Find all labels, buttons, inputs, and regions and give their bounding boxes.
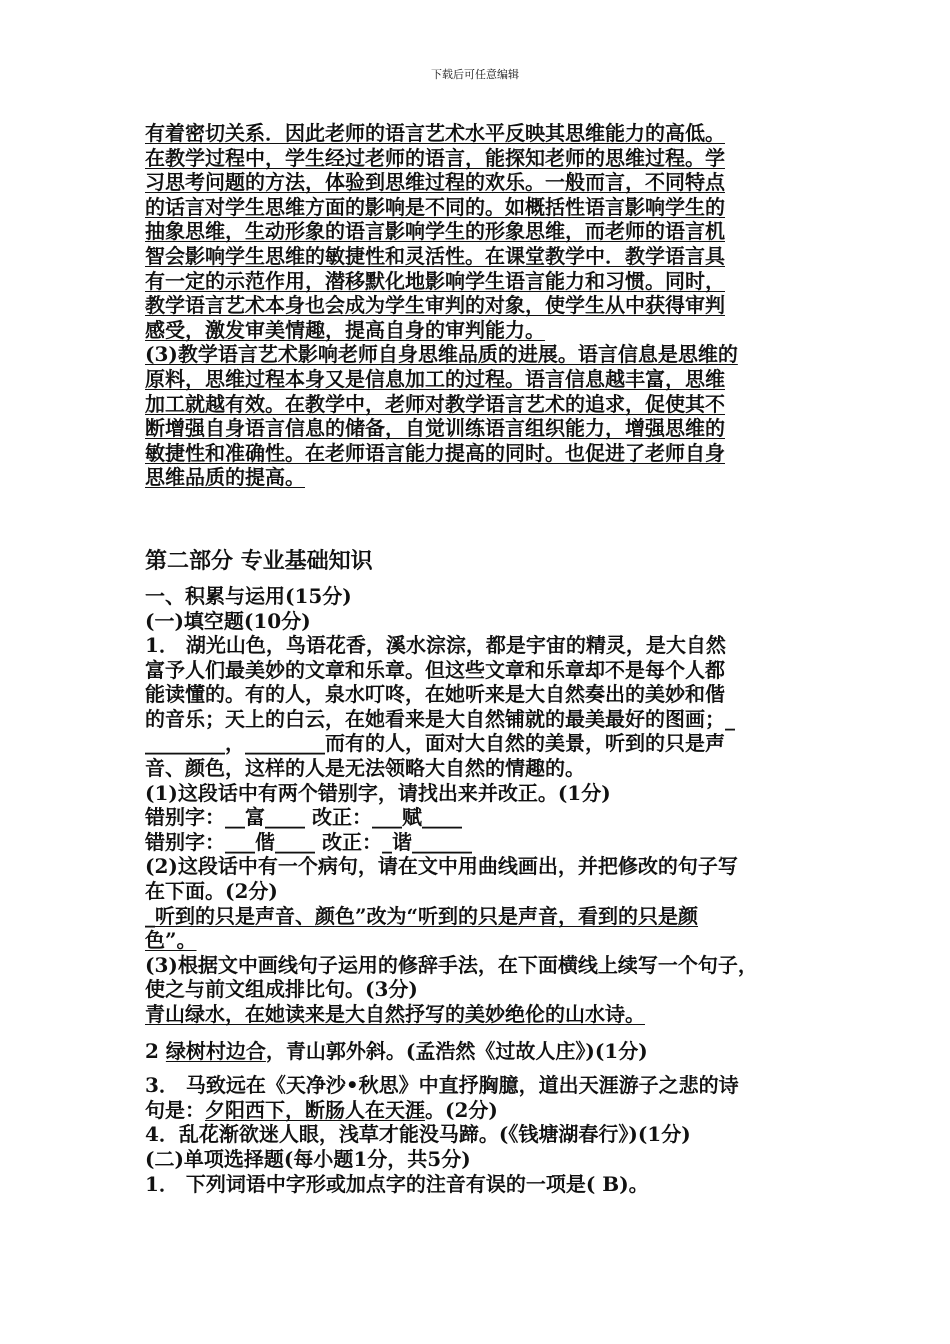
subquestion-prompt: 使之与前文组成排比句。(3分) (145, 977, 418, 1002)
answer-line: 色”。 (145, 928, 197, 953)
passage-line: 习思考问题的方法，体验到思维过程的欢乐。一般而言，不同特点 (145, 170, 725, 195)
passage-line: 在教学过程中，学生经过老师的语言，能探知老师的思维过程。学 (145, 145, 725, 170)
question-text: 句是： (145, 1097, 205, 1122)
answer-row: 错别字：___偕____ 改正：_谐______ (145, 829, 472, 854)
subquestion-prompt: (2)这段话中有一个病句，请在文中用曲线画出，并把修改的句子写 (145, 854, 738, 879)
answer-text: 绿树村边合 (165, 1038, 266, 1063)
part-heading: 第二部分 专业基础知识 (145, 547, 373, 574)
question-line: 能读懂的。有的人，泉水叮咚，在她听来是大自然奏出的美妙和偕 (145, 682, 725, 707)
answer-line: 青山绿水，在她读来是大自然抒写的美妙绝伦的山水诗。 (145, 1002, 645, 1026)
passage-line: 的话言对学生思维方面的影响是不同的。如概括性语言影响学生的 (145, 194, 725, 219)
passage (145, 121, 825, 490)
question-line: 3． 马致远在《天净沙•秋思》中直抒胸臆，道出天涯游子之悲的诗 (145, 1073, 739, 1098)
passage-line: 有着密切关系．因此老师的语言艺术水平反映其思维能力的高低。 (145, 121, 725, 145)
subquestion-prompt: (3)根据文中画线句子运用的修辞手法，在下面横线上续写一个句子， (145, 952, 758, 977)
question-2 (145, 1039, 825, 1064)
question-line: 富予人们最美妙的文章和乐章。但这些文章和乐章却不是每个人都 (145, 657, 725, 682)
passage-line: 原料，思维过程本身又是信息加工的过程。语言信息越丰富，思维 (145, 366, 725, 391)
question-1-part-1 (145, 781, 825, 855)
subquestion-prompt: (1)这段话中有两个错别字，请找出来并改正。(1分) (145, 780, 611, 805)
passage-line: 感受，激发审美情趣，提高自身的审判能力。 (145, 317, 545, 342)
question-text: ，青山郭外斜。(孟浩然《过故人庄》)(1分) (265, 1038, 648, 1063)
question-3 (145, 1073, 825, 1122)
answer-line: _听到的只是声音、颜色”改为“听到的只是声音，看到的只是颜 (145, 903, 699, 928)
question-1-part-3 (145, 953, 825, 1027)
question-4: 4．乱花渐欲迷人眼，浅草才能没马蹄。(《钱塘湖春行》)(1分) (145, 1122, 691, 1147)
passage-line: 敏捷性和准确性。在老师语言能力提高的同时。也促进了老师自身 (145, 440, 725, 465)
passage-line: 加工就越有效。在教学中，老师对教学语言艺术的追求，促使其不 (145, 391, 725, 416)
passage-line: 教学语言艺术本身也会成为学生审判的对象，使学生从中获得审判 (145, 293, 725, 318)
question-1-part-2 (145, 854, 825, 952)
question-line: 的音乐；天上的白云，在她看来是大自然铺就的最美最好的图画；_ (145, 706, 735, 731)
subsection-title: (一)填空题(10分) (145, 608, 311, 633)
answer-text: 夕阳西下，断肠人在天涯 (205, 1097, 425, 1122)
question-1 (145, 633, 825, 781)
question-line: ________，________而有的人，面对大自然的美景，听到的只是声 (145, 731, 725, 756)
passage-line: 思维品质的提高。 (145, 465, 305, 490)
question-line: 音、颜色，这样的人是无法领略大自然的情趣的。 (145, 756, 585, 781)
multiple-choice-question: 1． 下列词语中字形或加点字的注音有误的一项是( B)。 (145, 1171, 649, 1196)
question-line: 1． 湖光山色，鸟语花香，溪水淙淙，都是宇宙的精灵，是大自然 (145, 633, 726, 658)
question-line (145, 1098, 825, 1123)
subsection-title: (二)单项选择题(每小题1分，共5分) (145, 1146, 471, 1171)
section-title: 一、积累与运用(15分) (145, 583, 352, 608)
passage-line: 抽象思维，生动形象的语言影响学生的形象思维，而老师的语言机 (145, 219, 725, 244)
page-header: 下载后可任意编辑 (431, 68, 519, 81)
passage-line: 智会影响学生思维的敏捷性和灵活性。在课堂教学中．教学语言具 (145, 243, 725, 268)
answer-row: 错别字：__富____ 改正：___赋____ (145, 805, 462, 830)
subquestion-prompt: 在下面。(2分) (145, 879, 278, 904)
passage-line: 断增强自身语言信息的储备，自觉训练语言组织能力，增强思维的 (145, 416, 725, 441)
document-body (145, 121, 825, 1196)
passage-line: 有一定的示范作用，潜移默化地影响学生语言能力和习惯。同时， (145, 268, 725, 293)
question-number: 2 (145, 1038, 166, 1063)
passage-line: (3)教学语言艺术影响老师自身思维品质的进展。语言信息是思维的 (145, 342, 738, 367)
question-text: 。(2分) (425, 1097, 498, 1122)
